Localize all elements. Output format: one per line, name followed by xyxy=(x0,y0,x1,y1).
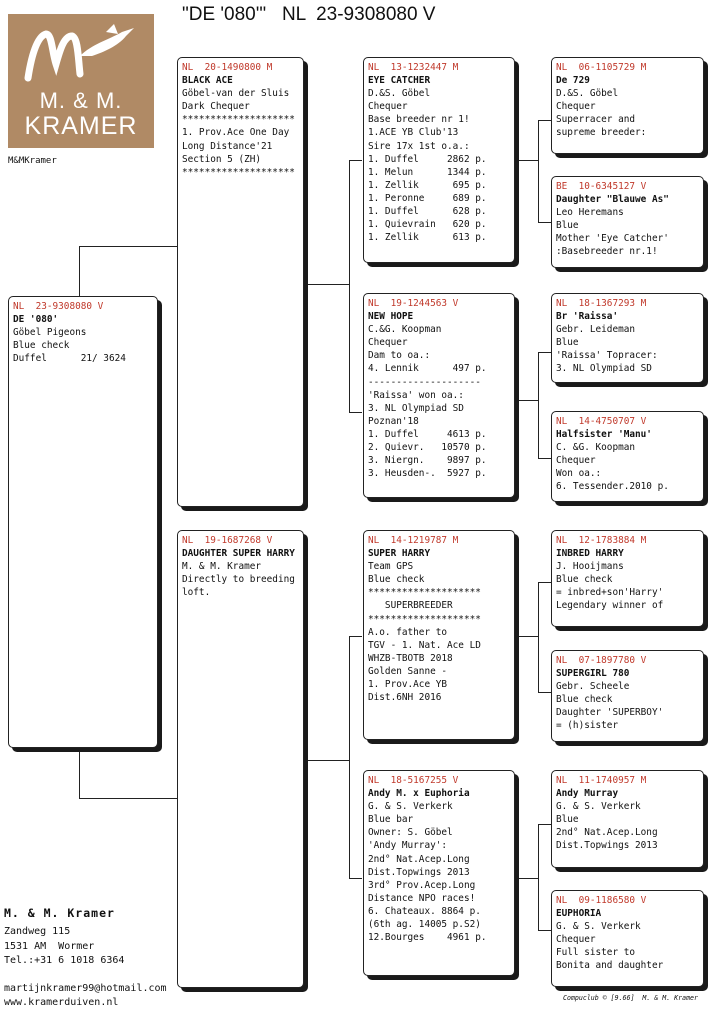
footer-name: M. & M. Kramer xyxy=(4,906,115,920)
pedigree-line: Chequer xyxy=(368,101,408,113)
pedigree-line: C.&G. Koopman xyxy=(368,324,442,336)
card-dam-dam-dam[interactable] xyxy=(551,890,704,987)
pigeon-name: SUPER HARRY xyxy=(368,548,431,560)
pedigree-line: Won oa.: xyxy=(556,468,602,480)
pedigree-line: D.&S. Göbel xyxy=(368,88,431,100)
ring-number: NL 07-1897780 V xyxy=(556,655,647,666)
connector-line xyxy=(538,120,552,121)
pedigree-line: Leo Heremans xyxy=(556,207,624,219)
pedigree-line: Directly to breeding xyxy=(182,574,295,586)
pedigree-line: 1. Quievrain 620 p. xyxy=(368,219,487,231)
pedigree-line: Chequer xyxy=(556,101,596,113)
pedigree-line: Blue bar xyxy=(368,814,414,826)
pedigree-line: Daughter 'SUPERBOY' xyxy=(556,707,664,719)
pedigree-line: 1. Duffel 2862 p. xyxy=(368,153,487,165)
footer-street: Zandweg 115 xyxy=(4,926,71,937)
card-sire-sire-sire[interactable] xyxy=(551,57,704,154)
dove-m-logo-icon xyxy=(22,22,140,86)
connector-line xyxy=(538,930,552,931)
pigeon-name: SUPERGIRL 780 xyxy=(556,668,630,680)
pedigree-line: WHZB-TBOTB 2018 xyxy=(368,652,453,664)
ring-number: NL 19-1244563 V xyxy=(368,298,459,309)
connector-line xyxy=(304,760,349,761)
ring-number: NL 09-1186580 V xyxy=(556,895,647,906)
pigeon-name: EUPHORIA xyxy=(556,908,602,920)
pedigree-line: 3. Heusden-. 5927 p. xyxy=(368,468,487,480)
pedigree-line: supreme breeder: xyxy=(556,127,647,139)
ring-number: NL 06-1105729 M xyxy=(556,62,647,73)
pedigree-line: Blue xyxy=(556,814,579,826)
card-sire-dam[interactable] xyxy=(363,293,515,498)
pedigree-line: ******************** xyxy=(182,166,295,178)
connector-line xyxy=(538,222,552,223)
pedigree-line: Göbel-van der Sluis xyxy=(182,88,290,100)
pedigree-line: Golden Sanne - xyxy=(368,665,448,677)
connector-line xyxy=(79,746,80,798)
connector-line xyxy=(79,246,178,247)
ring-number: NL 13-1232447 M xyxy=(368,62,459,73)
pedigree-line: 3rd° Prov.Acep.Long xyxy=(368,879,476,891)
pedigree-line: = (h)sister xyxy=(556,720,619,732)
pigeon-name: De 729 xyxy=(556,75,590,87)
compuclub-credit: Compuclub © [9.66] M. & M. Kramer xyxy=(563,994,698,1002)
connector-line xyxy=(538,352,552,353)
pedigree-line: 12.Bourges 4961 p. xyxy=(368,932,487,944)
ring-number: NL 14-4750707 V xyxy=(556,416,647,427)
pedigree-line: Owner: S. Göbel xyxy=(368,827,453,839)
ring-number: NL 18-5167255 V xyxy=(368,775,459,786)
pedigree-line: G. & S. Verkerk xyxy=(556,921,641,933)
logo-line-1: M. & M. xyxy=(39,88,123,113)
connector-line xyxy=(304,284,349,285)
ring-number: NL 14-1219787 M xyxy=(368,535,459,546)
card-dam-sire-sire[interactable] xyxy=(551,530,704,627)
pedigree-line: Gebr. Leideman xyxy=(556,324,636,336)
pedigree-line: Long Distance'21 xyxy=(182,140,273,152)
pigeon-name: INBRED HARRY xyxy=(556,548,624,560)
connector-line xyxy=(349,160,362,161)
pedigree-line: Team GPS xyxy=(368,561,414,573)
pedigree-line: 3. NL Olympiad SD xyxy=(368,402,464,414)
pedigree-line: Dam to oa.: xyxy=(368,350,431,362)
connector-line xyxy=(79,246,80,297)
card-sire-dam-sire[interactable] xyxy=(551,293,704,383)
logo-line-2: KRAMER xyxy=(24,112,138,140)
ring-number: NL 12-1783884 M xyxy=(556,535,647,546)
ring-number: NL 23-9308080 V xyxy=(13,301,104,312)
pedigree-line: SUPERBREEDER xyxy=(368,600,453,612)
pedigree-line: TGV - 1. Nat. Ace LD xyxy=(368,639,481,651)
card-sire-sire-dam[interactable] xyxy=(551,176,704,268)
pedigree-line: 1.ACE YB Club'13 xyxy=(368,127,459,139)
connector-line xyxy=(538,352,539,458)
pedigree-line: G. & S. Verkerk xyxy=(368,801,453,813)
pedigree-line: M. & M. Kramer xyxy=(182,561,262,573)
pedigree-line: 2nd° Nat.Acep.Long xyxy=(556,827,658,839)
pedigree-line: Section 5 (ZH) xyxy=(182,153,262,165)
pedigree-line: Dist.Topwings 2013 xyxy=(556,840,658,852)
pedigree-line: Blue check xyxy=(556,694,613,706)
connector-line xyxy=(349,636,350,878)
pedigree-line: Blue xyxy=(556,220,579,232)
connector-line xyxy=(515,160,538,161)
pedigree-line: 'Raissa' Topracer: xyxy=(556,350,658,362)
kramer-logo xyxy=(8,14,154,148)
pedigree-line: 1. Zellik 695 p. xyxy=(368,179,487,191)
ring-number: NL 18-1367293 M xyxy=(556,298,647,309)
ring-number: NL 20-1490800 M xyxy=(182,62,273,73)
footer-website[interactable]: www.kramerduiven.nl xyxy=(4,997,119,1008)
pedigree-line: 3. Niergn. 9897 p. xyxy=(368,455,487,467)
connector-line xyxy=(538,692,552,693)
pedigree-line: 6. Tessender.2010 p. xyxy=(556,481,669,493)
ring-number: NL 11-1740957 M xyxy=(556,775,647,786)
pedigree-line: 'Andy Murray': xyxy=(368,840,448,852)
pedigree-line: Mother 'Eye Catcher' xyxy=(556,233,669,245)
connector-line xyxy=(538,824,552,825)
pedigree-line: Chequer xyxy=(556,934,596,946)
card-subject[interactable] xyxy=(8,296,158,748)
pedigree-line: C. &G. Koopman xyxy=(556,442,636,454)
pedigree-line: 1. Melun 1344 p. xyxy=(368,166,487,178)
pigeon-name: NEW HOPE xyxy=(368,311,414,323)
logo-caption: M&MKramer xyxy=(8,156,57,166)
connector-line xyxy=(538,582,552,583)
card-dam[interactable] xyxy=(177,530,304,988)
pedigree-line: Blue check xyxy=(13,340,70,352)
pedigree-line: 1. Prov.Ace One Day xyxy=(182,127,290,139)
footer-phone: Tel.:+31 6 1018 6364 xyxy=(4,955,125,966)
ring-number: NL 19-1687268 V xyxy=(182,535,273,546)
pedigree-line: 1. Prov.Ace YB xyxy=(368,679,448,691)
ring-number: BE 10-6345127 V xyxy=(556,181,647,192)
pedigree-line: Blue xyxy=(556,337,579,349)
pedigree-line: Sire 17x 1st o.a.: xyxy=(368,140,470,152)
connector-line xyxy=(349,636,362,637)
pigeon-name: EYE CATCHER xyxy=(368,75,431,87)
connector-line xyxy=(538,120,539,222)
pedigree-line: ******************** xyxy=(368,613,481,625)
pedigree-line: 3. NL Olympiad SD xyxy=(556,363,652,375)
pedigree-line: 2nd° Nat.Acep.Long xyxy=(368,853,470,865)
pedigree-line: D.&S. Göbel xyxy=(556,88,619,100)
pedigree-line: G. & S. Verkerk xyxy=(556,801,641,813)
pedigree-line: -------------------- xyxy=(368,376,481,388)
footer-city: 1531 AM Wormer xyxy=(4,941,95,952)
pedigree-line: 2. Quievr. 10570 p. xyxy=(368,442,487,454)
pigeon-name: Andy Murray xyxy=(556,788,619,800)
connector-line xyxy=(515,878,538,879)
footer-email[interactable]: martijnkramer99@hotmail.com xyxy=(4,983,167,994)
card-dam-sire-dam[interactable] xyxy=(551,650,704,742)
connector-line xyxy=(349,160,350,412)
pedigree-line: Göbel Pigeons xyxy=(13,327,87,339)
pedigree-title: "DE '080'" NL 23-9308080 V xyxy=(182,4,436,25)
pedigree-line: Legendary winner of xyxy=(556,600,664,612)
pedigree-line: Base breeder nr 1! xyxy=(368,114,470,126)
pedigree-line: Superracer and xyxy=(556,114,636,126)
connector-line xyxy=(538,582,539,692)
connector-line xyxy=(349,412,362,413)
pigeon-name: DAUGHTER SUPER HARRY xyxy=(182,548,295,560)
connector-line xyxy=(349,878,362,879)
pedigree-line: Duffel 21/ 3624 xyxy=(13,353,126,365)
pedigree-line: loft. xyxy=(182,587,211,599)
pedigree-line: :Basebreeder nr.1! xyxy=(556,246,658,258)
pigeon-name: DE '080' xyxy=(13,314,59,326)
pedigree-line: ******************** xyxy=(182,114,295,126)
connector-line xyxy=(538,824,539,930)
pedigree-line: 'Raissa' won oa.: xyxy=(368,389,464,401)
pedigree-line: 1. Duffel 4613 p. xyxy=(368,428,487,440)
pedigree-line: Gebr. Scheele xyxy=(556,681,630,693)
pedigree-line: Dist.6NH 2016 xyxy=(368,692,442,704)
pedigree-line: Full sister to xyxy=(556,947,636,959)
pedigree-line: Poznan'18 xyxy=(368,415,419,427)
pedigree-line: 4. Lennik 497 p. xyxy=(368,363,487,375)
connector-line xyxy=(538,458,552,459)
pigeon-name: Daughter "Blauwe As" xyxy=(556,194,669,206)
pedigree-line: 6. Chateaux. 8864 p. xyxy=(368,905,481,917)
pedigree-line: 1. Zellik 613 p. xyxy=(368,232,487,244)
pedigree-line: Chequer xyxy=(368,337,408,349)
connector-line xyxy=(515,636,538,637)
pedigree-line: (6th ag. 14005 p.S2) xyxy=(368,919,481,931)
pigeon-name: Halfsister 'Manu' xyxy=(556,429,652,441)
card-dam-dam-sire[interactable] xyxy=(551,770,704,868)
pedigree-line: Blue check xyxy=(556,574,613,586)
pedigree-line: Dark Chequer xyxy=(182,101,250,113)
pedigree-line: 1. Duffel 628 p. xyxy=(368,206,487,218)
pedigree-line: 1. Peronne 689 p. xyxy=(368,192,487,204)
pedigree-line: Chequer xyxy=(556,455,596,467)
pedigree-line: Dist.Topwings 2013 xyxy=(368,866,470,878)
card-dam-dam[interactable] xyxy=(363,770,515,976)
connector-line xyxy=(79,798,178,799)
pedigree-line: ******************** xyxy=(368,587,481,599)
card-dam-sire[interactable] xyxy=(363,530,515,740)
pedigree-line: = inbred+son'Harry' xyxy=(556,587,664,599)
pigeon-name: BLACK ACE xyxy=(182,75,233,87)
connector-line xyxy=(515,400,538,401)
pedigree-line: A.o. father to xyxy=(368,626,448,638)
card-sire-dam-dam[interactable] xyxy=(551,411,704,502)
pedigree-line: Blue check xyxy=(368,574,425,586)
pedigree-line: J. Hooijmans xyxy=(556,561,624,573)
pedigree-line: Bonita and daughter xyxy=(556,960,664,972)
pedigree-line: Distance NPO races! xyxy=(368,892,476,904)
card-sire[interactable] xyxy=(177,57,304,507)
pigeon-name: Br 'Raissa' xyxy=(556,311,619,323)
card-sire-sire[interactable] xyxy=(363,57,515,263)
pigeon-name: Andy M. x Euphoria xyxy=(368,788,470,800)
